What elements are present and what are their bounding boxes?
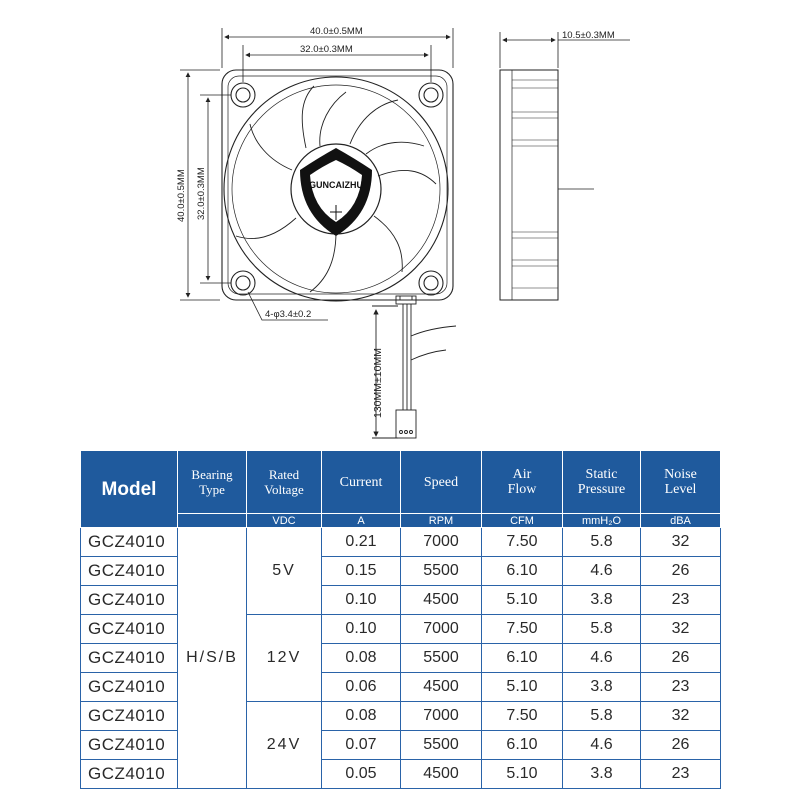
cell-noise: 26 [641,644,721,673]
cell-noise: 32 [641,528,721,557]
dim-hole-width: 32.0±0.3MM [300,44,353,55]
cell-model: GCZ4010 [81,673,178,702]
table-row [81,586,721,615]
cell-pressure: 5.8 [563,702,641,731]
cell-model: GCZ4010 [81,760,178,789]
table-row [81,644,721,673]
cell-noise: 26 [641,731,721,760]
cell-pressure: 3.8 [563,760,641,789]
table-row [81,557,721,586]
cell-noise: 32 [641,702,721,731]
dim-thickness: 10.5±0.3MM [562,30,615,41]
dim-mounting-holes: 4-φ3.4±0.2 [265,309,312,320]
cell-current: 0.08 [322,702,401,731]
cell-airflow: 5.10 [482,673,563,702]
cell-current: 0.07 [322,731,401,760]
cell-airflow: 7.50 [482,528,563,557]
table-header-row [81,451,721,514]
unit-current: A [322,514,401,528]
cell-rated-voltage: 24V [247,702,322,789]
cell-pressure: 4.6 [563,644,641,673]
cell-model: GCZ4010 [81,644,178,673]
header-pressure: Static Pressure [563,451,641,514]
dim-hole-height: 32.0±0.3MM [196,167,207,220]
header-voltage: Rated Voltage [247,451,322,514]
cell-speed: 4500 [401,673,482,702]
header-airflow: Air Flow [482,451,563,514]
cell-current: 0.06 [322,673,401,702]
unit-speed: RPM [401,514,482,528]
unit-bearing [178,514,247,528]
header-model: Model [81,451,178,528]
dim-outer-width: 40.0±0.5MM [310,26,363,37]
logo-text: GUNCAIZHU [309,180,363,190]
cell-model: GCZ4010 [81,702,178,731]
unit-noise: dBA [641,514,721,528]
cell-pressure: 5.8 [563,528,641,557]
dim-cable-length: 130MM±10MM [372,348,384,418]
cell-speed: 7000 [401,702,482,731]
cell-speed: 7000 [401,528,482,557]
cell-noise: 26 [641,557,721,586]
cell-pressure: 3.8 [563,673,641,702]
table-row [81,528,721,557]
cell-airflow: 5.10 [482,586,563,615]
cell-current: 0.10 [322,615,401,644]
cell-noise: 23 [641,673,721,702]
cell-pressure: 4.6 [563,731,641,760]
table-row [81,731,721,760]
fan-spec-table [80,450,721,789]
cell-current: 0.05 [322,760,401,789]
dim-outer-height: 40.0±0.5MM [176,169,187,222]
table-row [81,702,721,731]
cell-noise: 23 [641,760,721,789]
cell-airflow: 7.50 [482,702,563,731]
table-row [81,673,721,702]
fan-cable [372,296,456,438]
fan-side-view [500,32,630,300]
unit-voltage: VDC [247,514,322,528]
unit-airflow: CFM [482,514,563,528]
cell-current: 0.21 [322,528,401,557]
cell-noise: 32 [641,615,721,644]
cell-rated-voltage: 5V [247,528,322,615]
table-row [81,615,721,644]
cell-pressure: 3.8 [563,586,641,615]
cell-airflow: 6.10 [482,644,563,673]
header-speed: Speed [401,451,482,514]
cell-bearing-type: H/S/B [178,528,247,789]
unit-pressure: mmH₂O [563,514,641,528]
header-current: Current [322,451,401,514]
cell-model: GCZ4010 [81,615,178,644]
table-body [81,528,721,789]
cell-speed: 4500 [401,760,482,789]
cell-speed: 7000 [401,615,482,644]
header-noise: Noise Level [641,451,721,514]
cell-current: 0.10 [322,586,401,615]
cell-current: 0.15 [322,557,401,586]
cell-airflow: 5.10 [482,760,563,789]
header-bearing: Bearing Type [178,451,247,514]
cell-speed: 5500 [401,557,482,586]
cell-model: GCZ4010 [81,586,178,615]
cell-model: GCZ4010 [81,528,178,557]
cell-rated-voltage: 12V [247,615,322,702]
cell-speed: 4500 [401,586,482,615]
cell-speed: 5500 [401,644,482,673]
cell-model: GCZ4010 [81,731,178,760]
cell-airflow: 6.10 [482,731,563,760]
cell-pressure: 4.6 [563,557,641,586]
cell-noise: 23 [641,586,721,615]
cell-speed: 5500 [401,731,482,760]
cell-model: GCZ4010 [81,557,178,586]
shield-logo [300,148,372,236]
cell-pressure: 5.8 [563,615,641,644]
cell-current: 0.08 [322,644,401,673]
cell-airflow: 7.50 [482,615,563,644]
table-row [81,760,721,789]
cell-airflow: 6.10 [482,557,563,586]
